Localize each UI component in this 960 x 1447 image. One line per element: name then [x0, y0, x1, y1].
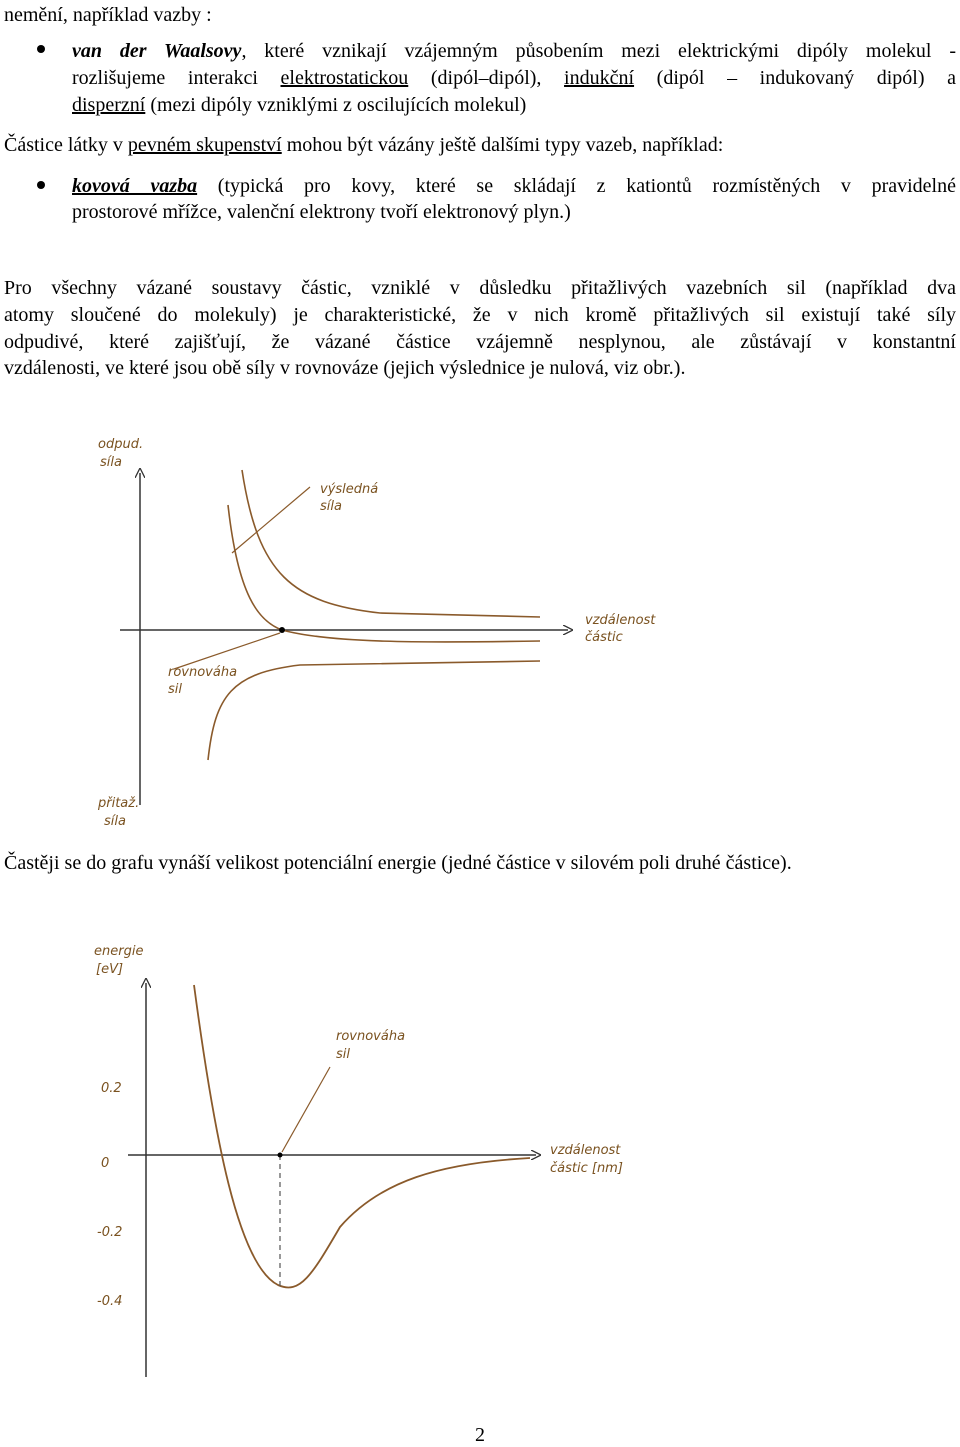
- paragraph-line-1: Pro všechny vázané soustavy částic, vzniklé v důsledku přitažlivých vazebních sil (například dva: [4, 277, 956, 299]
- attractive-force-curve: [208, 661, 540, 760]
- van-der-waals-text-2c: (dipól–dipól),: [408, 67, 565, 89]
- energy-equilibrium-label-1: rovnováha: [336, 1029, 406, 1044]
- y-top-label-2: síla: [100, 455, 122, 470]
- paragraph-line-2: atomy sloučené do molekuly) je charakteristické, že v nich kromě přitažlivých sil existují také síly: [4, 304, 956, 326]
- energy-y-label-1: energie: [94, 944, 144, 959]
- kovova-vazba-text-1: (typická pro kovy, které se skládají z kationtů rozmístěných v pravidelné: [197, 175, 956, 197]
- paragraph-line-3: odpudivé, které zajišťují, že vázané částice vzájemně nesplynou, ale zůstávají v konstantní: [4, 331, 956, 353]
- y-bottom-label-1: přitaž.: [98, 796, 140, 811]
- energy-equilibrium-point: [278, 1153, 283, 1158]
- resultant-force-curve: [228, 505, 540, 642]
- tick-label: 0: [101, 1156, 110, 1171]
- intro-line: nemění, například vazby :: [4, 4, 212, 26]
- repulsive-force-curve: [242, 470, 540, 617]
- van-der-waals-line-2: [72, 67, 956, 90]
- x-label-1: vzdálenost: [585, 613, 656, 628]
- term-disperzni: disperzní: [72, 94, 146, 116]
- paragraph-energie: Častěji se do grafu vynáší velikost potenciální energie (jedné částice v silovém poli druhé částice).: [4, 852, 792, 874]
- result-arrow: [232, 487, 310, 553]
- x-label-2: částic: [585, 630, 623, 645]
- bullet-kovova-vazba: [37, 181, 45, 189]
- energy-y-label-2: [eV]: [96, 962, 124, 977]
- y-bottom-label-2: síla: [104, 814, 126, 829]
- energy-x-label-2: částic [nm]: [550, 1161, 623, 1176]
- p2-text-c: mohou být vázány ještě dalšími typy vazeb, například:: [281, 134, 724, 156]
- result-label-1: výsledná: [320, 482, 379, 497]
- van-der-waals-text-2e: (dipól – indukovaný dipól) a: [634, 67, 957, 89]
- paragraph-pevne-skupenstvi: [4, 134, 723, 157]
- van-der-waals-text-1: , které vznikají vzájemným působením mezi elektrickými dipóly molekul -: [241, 40, 956, 62]
- van-der-waals-line-3: [72, 94, 526, 117]
- bullet-van-der-waals: [37, 45, 45, 53]
- tick-label: -0.2: [97, 1225, 123, 1240]
- term-elektrostatickou: elektrostatickou: [280, 67, 409, 89]
- van-der-waals-text-3b: (mezi dipóly vzniklými z oscilujících molekul): [145, 94, 527, 116]
- tick-label: -0.4: [97, 1294, 123, 1309]
- kovova-vazba-line-1: [72, 175, 956, 198]
- kovova-vazba-line-2: prostorové mřížce, valenční elektrony tvoří elektronový plyn.): [72, 201, 571, 223]
- p2-text-a: Částice látky v: [4, 134, 128, 156]
- term-indukcni: indukční: [564, 67, 635, 89]
- page-number: 2: [475, 1424, 485, 1446]
- van-der-waals-text-2a: rozlišujeme interakci: [72, 67, 281, 89]
- equilibrium-arrow: [174, 633, 280, 669]
- term-pevne-skupenstvi: pevném skupenství: [127, 134, 282, 156]
- term-kovova-vazba: kovová vazba: [72, 175, 198, 197]
- term-van-der-waals: van der Waalsovy: [72, 40, 242, 62]
- equilibrium-label-1: rovnováha: [168, 665, 238, 680]
- tick-label: 0.2: [101, 1081, 122, 1096]
- force-equilibrium-point: [279, 627, 285, 633]
- energy-diagram: [0, 935, 960, 1395]
- energy-x-label-1: vzdálenost: [550, 1143, 621, 1158]
- energy-equilibrium-label-2: sil: [336, 1047, 350, 1062]
- result-label-2: síla: [320, 499, 342, 514]
- van-der-waals-line-1: [72, 40, 956, 63]
- energy-equilibrium-arrow: [282, 1067, 330, 1152]
- equilibrium-label-2: sil: [168, 682, 182, 697]
- paragraph-line-4: vzdálenosti, ve které jsou obě síly v rovnováze (jejich výslednice je nulová, viz obr.).: [4, 357, 686, 379]
- force-diagram: [0, 425, 960, 835]
- y-top-label-1: odpud.: [98, 437, 144, 452]
